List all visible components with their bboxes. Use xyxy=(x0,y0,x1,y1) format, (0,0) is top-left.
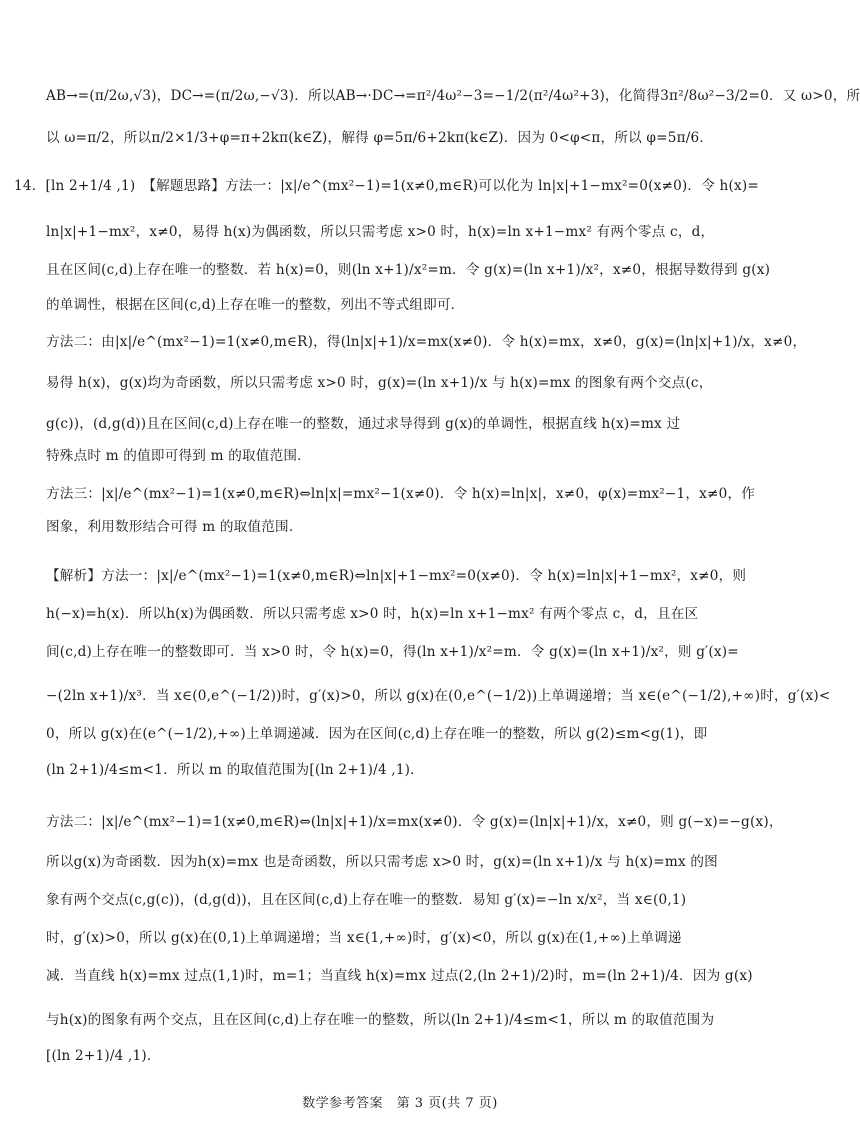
method-2-line-4: 特殊点时 m 的值即可得到 m 的取值范围． xyxy=(46,448,311,464)
footer-text: 数学参考答案 第 3 页(共 7 页) xyxy=(302,1096,498,1111)
text-line-2: 以 ω=π/2，所以π/2×1/3+φ=π+2kπ(k∈Z)，解得 φ=5π/6+2kπ(k∈Z)．因为 0<φ<π，所以 φ=5π/6． xyxy=(46,130,714,146)
solution-line-1: 【解析】方法一：|x|/e^(mx²−1)=1(x≠0,m∈R)⇔ln|x|+1−mx²=0(x≠0)．令 h(x)=ln|x|+1−mx²，x≠0，则 xyxy=(46,568,747,584)
solution-method-2-line-2: 所以g(x)为奇函数．因为h(x)=mx 也是奇函数，所以只需考虑 x>0 时，g(x)=(ln x+1)/x 与 h(x)=mx 的图 xyxy=(46,854,718,870)
method-3-line-1: 方法三：|x|/e^(mx²−1)=1(x≠0,m∈R)⇔ln|x|=mx²−1(x≠0)．令 h(x)=ln|x|，x≠0，φ(x)=mx²−1，x≠0，作 xyxy=(46,486,756,502)
solution-method-2-line-5: 减．当直线 h(x)=mx 过点(1,1)时，m=1；当直线 h(x)=mx 过点(2,(ln 2+1)/2)时，m=(ln 2+1)/4．因为 g(x) xyxy=(46,968,753,984)
page-footer xyxy=(0,1092,800,1111)
text-line-4: ln|x|+1−mx²，x≠0，易得 h(x)为偶函数，所以只需考虑 x>0 时，h(x)=ln x+1−mx² 有两个零点 c，d， xyxy=(46,224,715,240)
solution-method-2-line-4: 时，g′(x)>0，所以 g(x)在(0,1)上单调递增；当 x∈(1,+∞)时，g′(x)<0，所以 g(x)在(1,+∞)上单调递 xyxy=(46,930,682,946)
method-2-line-1: 方法二：由|x|/e^(mx²−1)=1(x≠0,m∈R)，得(ln|x|+1)/x=mx(x≠0)．令 h(x)=mx，x≠0，g(x)=(ln|x|+1)/x，x≠0， xyxy=(46,334,807,350)
solution-line-4: −(2ln x+1)/x³．当 x∈(0,e^(−1/2))时，g′(x)>0，所以 g(x)在(0,e^(−1/2))上单调递增；当 x∈(e^(−1/2),+∞)时，g′(x)< xyxy=(46,688,831,704)
solution-line-6: (ln 2+1)/4≤m<1．所以 m 的取值范围为[(ln 2+1)/4 ,1)． xyxy=(46,762,424,778)
solution-line-5: 0，所以 g(x)在(e^(−1/2),+∞)上单调递减．因为在区间(c,d)上存在唯一的整数，所以 g(2)≤m<g(1)，即 xyxy=(46,726,708,742)
text-line-5: 且在区间(c,d)上存在唯一的整数．若 h(x)=0，则(ln x+1)/x²=m．令 g(x)=(ln x+1)/x²，x≠0，根据导数得到 g(x) xyxy=(46,262,771,278)
solution-line-3: 间(c,d)上存在唯一的整数即可．当 x>0 时，令 h(x)=0，得(ln x+1)/x²=m．令 g(x)=(ln x+1)/x²，则 g′(x)= xyxy=(46,644,739,660)
solution-line-2: h(−x)=h(x)．所以h(x)为偶函数．所以只需考虑 x>0 时，h(x)=ln x+1−mx² 有两个零点 c，d，且在区 xyxy=(46,606,699,622)
solution-method-2-line-7: [(ln 2+1)/4 ,1)． xyxy=(46,1048,161,1064)
solution-method-2-line-6: 与h(x)的图象有两个交点，且在区间(c,d)上存在唯一的整数，所以(ln 2+1)/4≤m<1，所以 m 的取值范围为 xyxy=(46,1012,715,1028)
question-14-header: 14．[ln 2+1/4 ,1) 【解题思路】方法一：|x|/e^(mx²−1)=1(x≠0,m∈R)可以化为 ln|x|+1−mx²=0(x≠0)．令 h(x)= xyxy=(14,178,759,194)
solution-method-2-line-1: 方法二：|x|/e^(mx²−1)=1(x≠0,m∈R)⇔(ln|x|+1)/x=mx(x≠0)．令 g(x)=(ln|x|+1)/x，x≠0，则 g(−x)=−g(x)， xyxy=(46,814,783,830)
solution-method-2-line-3: 象有两个交点(c,g(c))，(d,g(d))，且在区间(c,d)上存在唯一的整数．易知 g′(x)=−ln x/x²，当 x∈(0,1) xyxy=(46,892,687,908)
text-line-1: AB→=(π/2ω,√3)，DC→=(π/2ω,−√3)．所以AB→·DC→=π²/4ω²−3=−1/2(π²/4ω²+3)，化简得3π²/8ω²−3/2=0．又 ω>0，所 xyxy=(46,88,860,104)
method-3-line-2: 图象，利用数形结合可得 m 的取值范围． xyxy=(46,519,303,535)
method-2-line-2: 易得 h(x)，g(x)均为奇函数，所以只需考虑 x>0 时，g(x)=(ln x+1)/x 与 h(x)=mx 的图象有两个交点(c， xyxy=(46,375,713,391)
text-line-6: 的单调性，根据在区间(c,d)上存在唯一的整数，列出不等式组即可． xyxy=(46,297,465,313)
method-2-line-3: g(c))，(d,g(d))且在区间(c,d)上存在唯一的整数，通过求导得到 g(x)的单调性，根据直线 h(x)=mx 过 xyxy=(46,416,681,432)
